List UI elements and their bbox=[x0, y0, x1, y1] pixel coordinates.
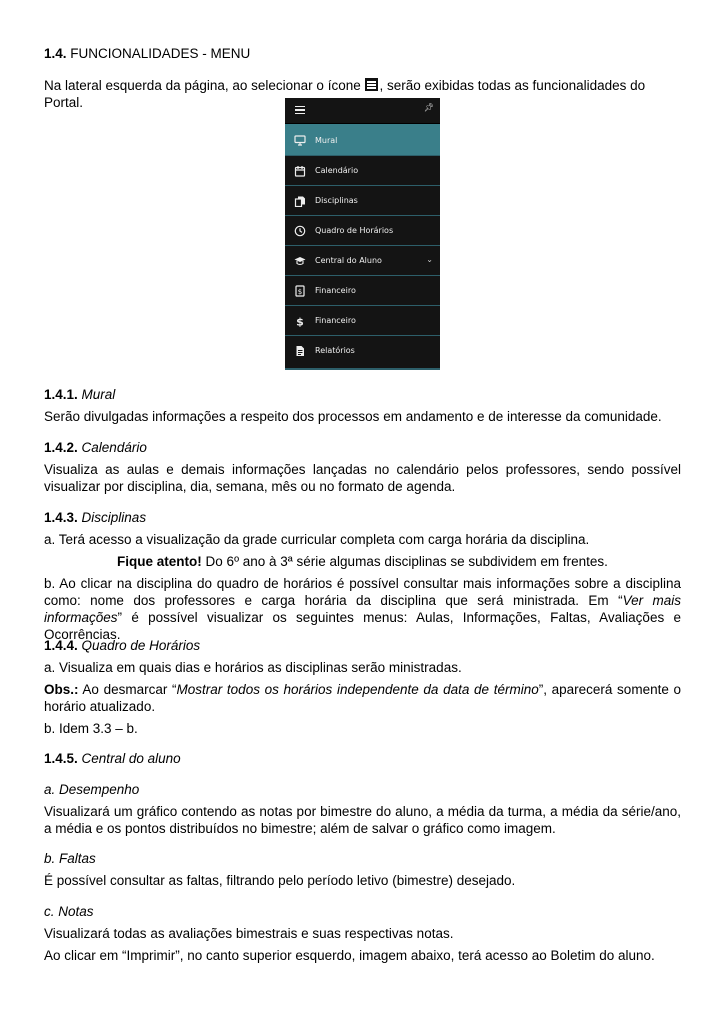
menu-item-quadro-horarios[interactable] bbox=[285, 215, 440, 245]
menu-item-central-aluno[interactable] bbox=[285, 245, 440, 275]
paragraph-text: ” é possível visualizar os seguintes menus: Aulas, Informações, Faltas, Avaliações e Ocorrências. bbox=[44, 610, 681, 642]
paragraph-text: Ao desmarcar “ bbox=[78, 682, 177, 697]
calendar-icon bbox=[294, 165, 306, 177]
emphasis-text: Mostrar todos os horários independente da data de término bbox=[176, 682, 539, 697]
menu-item-label: Central do Aluno bbox=[315, 256, 382, 265]
paragraph-text: b. Ao clicar na disciplina do quadro de horários é possível consultar mais informações sobre a disciplina como: nome dos professores e carga horária da disciplina que será ministrada. Em “ bbox=[44, 576, 681, 608]
note-paragraph bbox=[44, 553, 681, 570]
note-label: Fique atento! bbox=[117, 554, 202, 569]
paragraph bbox=[44, 408, 681, 425]
graduation-cap-icon bbox=[294, 255, 306, 267]
subsection-title: Disciplinas bbox=[81, 510, 147, 525]
menu-list-icon bbox=[365, 78, 378, 91]
paragraph-text: Serão divulgadas informações a respeito dos processos em andamento e de interesse da comunidade. bbox=[44, 409, 662, 424]
paragraph-text: Ao clicar em “Imprimir”, no canto superior esquerdo, imagem abaixo, terá acesso ao Boletim do aluno. bbox=[44, 948, 655, 963]
subsection-title: Central do aluno bbox=[81, 751, 181, 766]
paragraph-text: b. Idem 3.3 – b. bbox=[44, 721, 138, 736]
subsection-number: 1.4.4. bbox=[44, 638, 78, 653]
intro-text-after: , serão exibidas todas as funcionalidades do Portal. bbox=[44, 78, 646, 110]
menu-item-label: Disciplinas bbox=[315, 196, 358, 205]
subsection-heading-disciplinas bbox=[44, 509, 681, 526]
paragraph-text: ”, aparecerá somente o horário atualizado. bbox=[44, 682, 682, 714]
section-heading bbox=[44, 45, 681, 62]
subsection-number: 1.4.3. bbox=[44, 510, 78, 525]
menu-item-disciplinas[interactable] bbox=[285, 185, 440, 215]
item-heading bbox=[44, 781, 681, 798]
subsection-number: 1.4.2. bbox=[44, 440, 78, 455]
item-title: b. Faltas bbox=[44, 851, 96, 866]
paragraph bbox=[44, 659, 681, 676]
chevron-down-icon[interactable]: ⌄ bbox=[426, 255, 433, 264]
menu-item-label: Calendário bbox=[315, 166, 359, 175]
subsection-title: Mural bbox=[81, 387, 116, 402]
dollar-icon bbox=[294, 315, 306, 327]
menu-item-label: Quadro de Horários bbox=[315, 226, 394, 235]
emphasis-text: Ver mais informações bbox=[44, 593, 681, 625]
paragraph bbox=[44, 925, 681, 942]
note-text: Do 6º ano à 3ª série algumas disciplinas se subdividem em frentes. bbox=[201, 554, 608, 569]
subsection-heading-calendario bbox=[44, 439, 681, 456]
clock-icon bbox=[294, 225, 306, 237]
svg-text:$: $ bbox=[296, 315, 304, 327]
subsection-number: 1.4.1. bbox=[44, 387, 78, 402]
menu-item-label: Financeiro bbox=[315, 286, 356, 295]
receipt-icon bbox=[294, 285, 306, 297]
item-heading bbox=[44, 850, 681, 867]
paragraph-text: É possível consultar as faltas, filtrando pelo período letivo (bimestre) desejado. bbox=[44, 873, 516, 888]
subsection-heading-mural bbox=[44, 386, 681, 403]
copy-icon bbox=[294, 195, 306, 207]
paragraph-text: a. Terá acesso a visualização da grade curricular completa com carga horária da disciplina. bbox=[44, 532, 590, 547]
menu-item-label: Financeiro bbox=[315, 316, 356, 325]
paragraph bbox=[44, 803, 681, 837]
paragraph bbox=[44, 531, 681, 548]
paragraph bbox=[44, 575, 681, 643]
paragraph-text: a. Visualiza em quais dias e horários as disciplinas serão ministradas. bbox=[44, 660, 462, 675]
sidebar-menu bbox=[285, 98, 440, 370]
paragraph bbox=[44, 947, 681, 964]
item-title: a. Desempenho bbox=[44, 782, 140, 797]
menu-item-financeiro[interactable] bbox=[285, 275, 440, 305]
pin-icon[interactable]: 📌︎ bbox=[423, 103, 434, 112]
intro-text-before: Na lateral esquerda da página, ao selecionar o ícone bbox=[44, 78, 365, 93]
subsection-heading-central bbox=[44, 750, 681, 767]
hamburger-icon[interactable] bbox=[295, 106, 305, 114]
menu-item-relatorios[interactable] bbox=[285, 335, 440, 365]
menu-header bbox=[285, 98, 440, 124]
svg-text:$: $ bbox=[297, 287, 303, 296]
subsection-title: Calendário bbox=[81, 440, 147, 455]
obs-paragraph bbox=[44, 681, 681, 715]
monitor-icon bbox=[294, 134, 306, 146]
section-number: 1.4. bbox=[44, 46, 67, 61]
paragraph-text: Visualizará um gráfico contendo as notas por bimestre do aluno, a média da turma, a média da série/ano, a média e os pontos distribuídos no bimestre; além de salvar o gráfico como imagem. bbox=[44, 804, 681, 836]
menu-item-label: Relatórios bbox=[315, 346, 355, 355]
section-title: FUNCIONALIDADES - MENU bbox=[66, 46, 251, 61]
menu-bottom-border bbox=[285, 368, 440, 370]
paragraph bbox=[44, 720, 681, 737]
paragraph bbox=[44, 872, 681, 889]
document-icon bbox=[294, 345, 306, 357]
menu-item-calendario[interactable] bbox=[285, 155, 440, 185]
menu-item-financeiro-2[interactable] bbox=[285, 305, 440, 335]
subsection-title: Quadro de Horários bbox=[81, 638, 201, 653]
item-heading bbox=[44, 903, 681, 920]
paragraph-text: Visualiza as aulas e demais informações lançadas no calendário pelos professores, sendo possível visualizar por disciplina, dia, semana, mês ou no formato de agenda. bbox=[44, 462, 681, 494]
menu-item-label: Mural bbox=[315, 135, 338, 145]
paragraph-text: Visualizará todas as avaliações bimestrais e suas respectivas notas. bbox=[44, 926, 454, 941]
menu-item-mural[interactable] bbox=[285, 124, 440, 155]
subsection-number: 1.4.5. bbox=[44, 751, 78, 766]
item-title: c. Notas bbox=[44, 904, 94, 919]
subsection-heading-quadro bbox=[44, 637, 681, 654]
paragraph bbox=[44, 461, 681, 495]
obs-label: Obs.: bbox=[44, 682, 79, 697]
